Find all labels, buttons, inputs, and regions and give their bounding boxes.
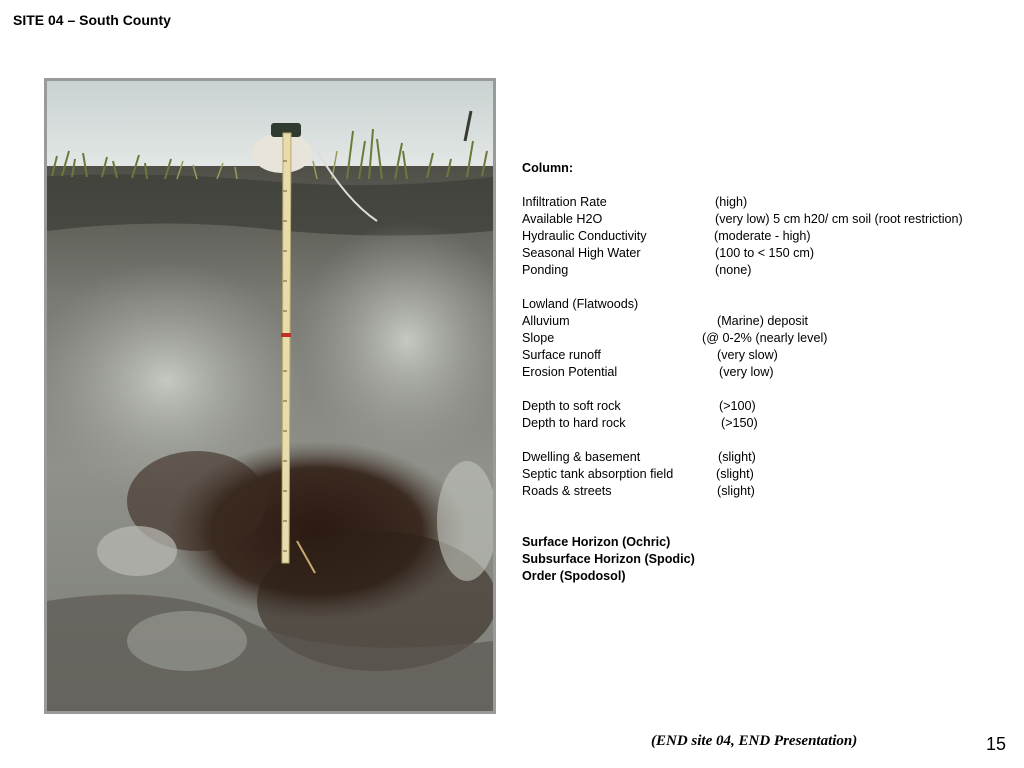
soil-profile-photo xyxy=(44,78,496,714)
soil-info-panel xyxy=(522,160,1012,585)
property-label: Seasonal High Water xyxy=(522,246,641,260)
column-heading: Column: xyxy=(522,161,574,175)
page-number: 15 xyxy=(986,734,1007,754)
property-value: (high) xyxy=(715,195,748,209)
property-value: (100 to < 150 cm) xyxy=(715,246,815,260)
property-row-alluvium xyxy=(522,313,1012,330)
property-row-roads-streets xyxy=(522,483,1012,500)
property-value: (@ 0-2% (nearly level) xyxy=(702,331,828,345)
slide-title: SITE 04 – South County xyxy=(13,12,171,28)
property-value: (none) xyxy=(715,263,752,277)
property-row-infiltration xyxy=(522,194,1012,211)
property-value: (Marine) deposit xyxy=(717,314,808,328)
subsurface-horizon: Subsurface Horizon (Spodic) xyxy=(522,552,695,566)
property-label: Available H2O xyxy=(522,212,603,226)
property-row-hydraulic-conductivity xyxy=(522,228,1012,245)
property-row-slope xyxy=(522,330,1012,347)
property-label: Septic tank absorption field xyxy=(522,467,674,481)
property-row-ponding xyxy=(522,262,1012,279)
property-value: (very low) 5 cm h20/ cm soil (root restriction) xyxy=(715,212,963,226)
property-label: Slope xyxy=(522,331,555,345)
surface-horizon: Surface Horizon (Ochric) xyxy=(522,535,671,549)
property-value: (slight) xyxy=(718,450,756,464)
property-row-available-h2o xyxy=(522,211,1012,228)
property-value: (>150) xyxy=(721,416,758,430)
soil-profile-photo-icon xyxy=(47,81,493,711)
property-row-dwelling-basement xyxy=(522,449,1012,466)
property-label: Alluvium xyxy=(522,314,570,328)
property-row-surface-runoff xyxy=(522,347,1012,364)
property-label: Surface runoff xyxy=(522,348,601,362)
property-value: (moderate - high) xyxy=(714,229,811,243)
property-value: (slight) xyxy=(716,467,754,481)
property-label: Hydraulic Conductivity xyxy=(522,229,647,243)
property-label: Roads & streets xyxy=(522,484,612,498)
landform-label: Lowland (Flatwoods) xyxy=(522,297,639,311)
property-row-septic-tank xyxy=(522,466,1012,483)
property-label: Dwelling & basement xyxy=(522,450,641,464)
property-row-depth-hard-rock xyxy=(522,415,1012,432)
property-label: Erosion Potential xyxy=(522,365,618,379)
end-presentation-note: (END site 04, END Presentation) xyxy=(651,733,858,749)
landform-line xyxy=(522,296,1012,313)
property-value: (very low) xyxy=(719,365,774,379)
property-label: Ponding xyxy=(522,263,569,277)
property-value: (>100) xyxy=(719,399,756,413)
property-label: Depth to hard rock xyxy=(522,416,626,430)
property-row-seasonal-high-water xyxy=(522,245,1012,262)
property-value: (very slow) xyxy=(717,348,778,362)
property-label: Infiltration Rate xyxy=(522,195,607,209)
property-row-depth-soft-rock xyxy=(522,398,1012,415)
property-row-erosion-potential xyxy=(522,364,1012,381)
property-label: Depth to soft rock xyxy=(522,399,621,413)
property-value: (slight) xyxy=(717,484,755,498)
soil-order: Order (Spodosol) xyxy=(522,569,626,583)
